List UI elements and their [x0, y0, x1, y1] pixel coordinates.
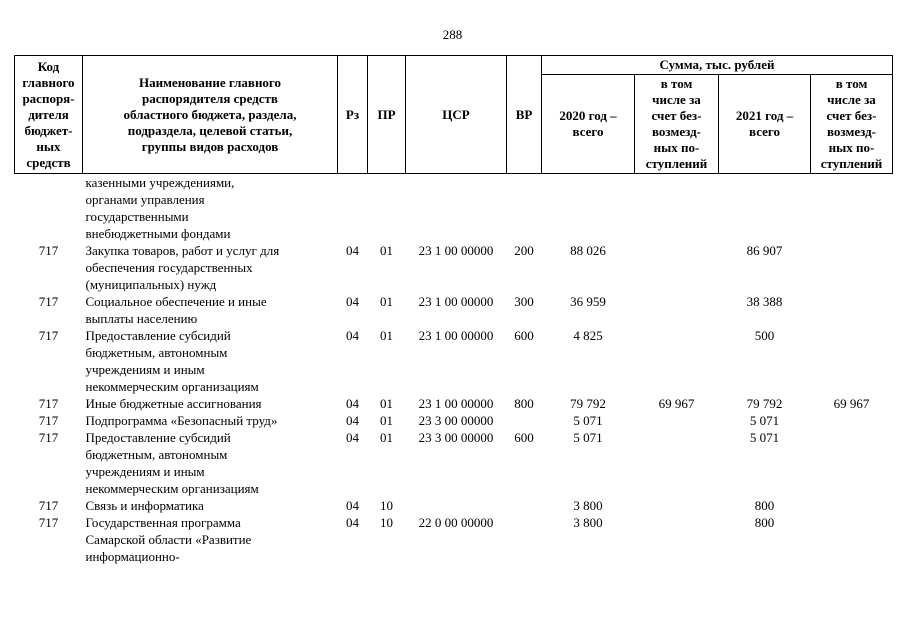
sum-2021-cell: 38 388	[746, 294, 783, 309]
sum-2020-bez-cell	[635, 429, 719, 497]
kod-cell	[15, 174, 83, 243]
pr-cell: 01	[380, 243, 393, 258]
vr-cell	[507, 174, 542, 243]
sum-2021-cell: 79 792	[746, 396, 783, 411]
table-row	[15, 412, 893, 429]
name-cell: Государственная программа Самарской области «Развитие информационно-	[85, 515, 252, 564]
sum-2021-cell: 500	[754, 328, 775, 343]
csr-cell	[406, 174, 507, 243]
sum-2020-bez-cell	[635, 293, 719, 327]
page-number: 288	[442, 27, 463, 42]
sum-2020-cell: 36 959	[570, 294, 606, 309]
kod-cell: 717	[38, 498, 59, 513]
vr-cell: 800	[514, 396, 534, 411]
pr-cell: 01	[380, 396, 393, 411]
header-sum-group: Сумма, тыс. рублей	[542, 56, 893, 75]
sum-2021-bez-cell	[811, 174, 893, 243]
rz-cell: 04	[346, 515, 359, 530]
vr-cell: 600	[514, 328, 534, 343]
sum-2020-bez-cell	[635, 514, 719, 565]
pr-cell: 01	[380, 294, 393, 309]
name-cell: Социальное обеспечение и иные выплаты населению	[85, 294, 267, 326]
csr-cell: 23 1 00 00000	[418, 328, 494, 343]
csr-cell: 23 3 00 00000	[418, 413, 494, 428]
rz-cell: 04	[346, 498, 359, 513]
sum-2020-cell: 79 792	[570, 396, 606, 411]
rz-cell: 04	[346, 396, 359, 411]
sum-2021-bez-cell	[811, 293, 893, 327]
vr-cell: 600	[514, 430, 534, 445]
table-row	[15, 497, 893, 514]
sum-2020-bez-cell	[635, 242, 719, 293]
name-cell: Подпрограмма «Безопасный труд»	[85, 413, 278, 428]
pr-cell: 10	[380, 515, 393, 530]
csr-cell: 23 1 00 00000	[418, 294, 494, 309]
sum-2020-bez-cell	[635, 327, 719, 395]
sum-2020-bez-cell	[635, 497, 719, 514]
sum-2021-bez-cell	[811, 242, 893, 293]
pr-cell: 01	[380, 430, 393, 445]
vr-cell	[507, 514, 542, 565]
header-sum-2021-bez: в том числе за счет без- возмезд- ных по- ступлений	[811, 75, 893, 174]
table-header	[15, 56, 893, 174]
vr-cell: 300	[514, 294, 534, 309]
sum-2021-bez-cell	[811, 429, 893, 497]
sum-2020-bez-cell	[635, 174, 719, 243]
sum-2021-bez-cell	[811, 497, 893, 514]
kod-cell: 717	[38, 328, 59, 343]
rz-cell: 04	[346, 413, 359, 428]
budget-table	[14, 55, 893, 565]
pr-cell: 10	[380, 498, 393, 513]
header-kod: Код главного распоря- дителя бюджет- ных средств	[15, 56, 83, 174]
sum-2020-bez-cell: 69 967	[658, 396, 695, 411]
rz-cell: 04	[346, 430, 359, 445]
vr-cell	[507, 412, 542, 429]
kod-cell: 717	[38, 515, 59, 530]
table-row	[15, 395, 893, 412]
sum-2021-cell: 5 071	[749, 413, 780, 428]
pr-cell: 01	[380, 413, 393, 428]
kod-cell: 717	[38, 243, 59, 258]
header-rz: Рз	[338, 56, 368, 174]
table-row	[15, 429, 893, 497]
sum-2020-cell: 5 071	[573, 413, 603, 428]
kod-cell: 717	[38, 396, 59, 411]
vr-cell: 200	[514, 243, 534, 258]
rz-cell: 04	[346, 243, 359, 258]
rz-cell: 04	[346, 328, 359, 343]
sum-2021-cell	[719, 174, 811, 243]
sum-2020-cell: 88 026	[570, 243, 606, 258]
table-row	[15, 293, 893, 327]
sum-2020-cell: 3 800	[573, 515, 603, 530]
table-row	[15, 174, 893, 243]
sum-2020-bez-cell	[635, 412, 719, 429]
sum-2021-bez-cell	[811, 514, 893, 565]
name-cell: Предоставление субсидий бюджетным, автономным учреждениям и иным некоммерческим организациям	[85, 430, 259, 496]
header-sum-2020: 2020 год – всего	[542, 75, 635, 174]
pr-cell: 01	[380, 328, 393, 343]
sum-2021-cell: 86 907	[746, 243, 783, 258]
csr-cell: 23 3 00 00000	[418, 430, 494, 445]
sum-2020-cell: 5 071	[573, 430, 603, 445]
sum-2020-cell: 3 800	[573, 498, 603, 513]
header-name: Наименование главного распорядителя средств областного бюджета, раздела, подраздела, целевой статьи, группы видов расходов	[83, 56, 338, 174]
name-cell: Закупка товаров, работ и услуг для обеспечения государственных (муниципальных) нужд	[85, 243, 280, 292]
table-body	[15, 174, 893, 566]
sum-2020-cell: 4 825	[573, 328, 603, 343]
sum-2021-bez-cell: 69 967	[833, 396, 870, 411]
table-row	[15, 327, 893, 395]
csr-cell: 23 1 00 00000	[418, 396, 494, 411]
header-sum-2021: 2021 год – всего	[719, 75, 811, 174]
csr-cell: 23 1 00 00000	[418, 243, 494, 258]
kod-cell: 717	[38, 294, 59, 309]
table-row	[15, 242, 893, 293]
header-vr: ВР	[507, 56, 542, 174]
header-sum-2020-bez: в том числе за счет без- возмезд- ных по- ступлений	[635, 75, 719, 174]
sum-2021-cell: 5 071	[749, 430, 780, 445]
sum-2021-cell: 800	[754, 498, 775, 513]
sum-2021-cell: 800	[754, 515, 775, 530]
sum-2020-cell	[542, 174, 635, 243]
kod-cell: 717	[38, 430, 59, 445]
header-csr: ЦСР	[406, 56, 507, 174]
table-row	[15, 514, 893, 565]
name-cell: Иные бюджетные ассигнования	[85, 396, 262, 411]
kod-cell: 717	[38, 413, 59, 428]
name-cell: Предоставление субсидий бюджетным, автономным учреждениям и иным некоммерческим организациям	[85, 328, 259, 394]
rz-cell: 04	[346, 294, 359, 309]
csr-cell	[406, 497, 507, 514]
name-cell: казенными учреждениями, органами управления государственными внебюджетными фондами	[85, 175, 235, 241]
name-cell: Связь и информатика	[85, 498, 204, 513]
vr-cell	[507, 497, 542, 514]
header-pr: ПР	[368, 56, 406, 174]
rz-cell	[338, 174, 368, 243]
sum-2021-bez-cell	[811, 327, 893, 395]
pr-cell	[368, 174, 406, 243]
csr-cell: 22 0 00 00000	[418, 515, 494, 530]
sum-2021-bez-cell	[811, 412, 893, 429]
